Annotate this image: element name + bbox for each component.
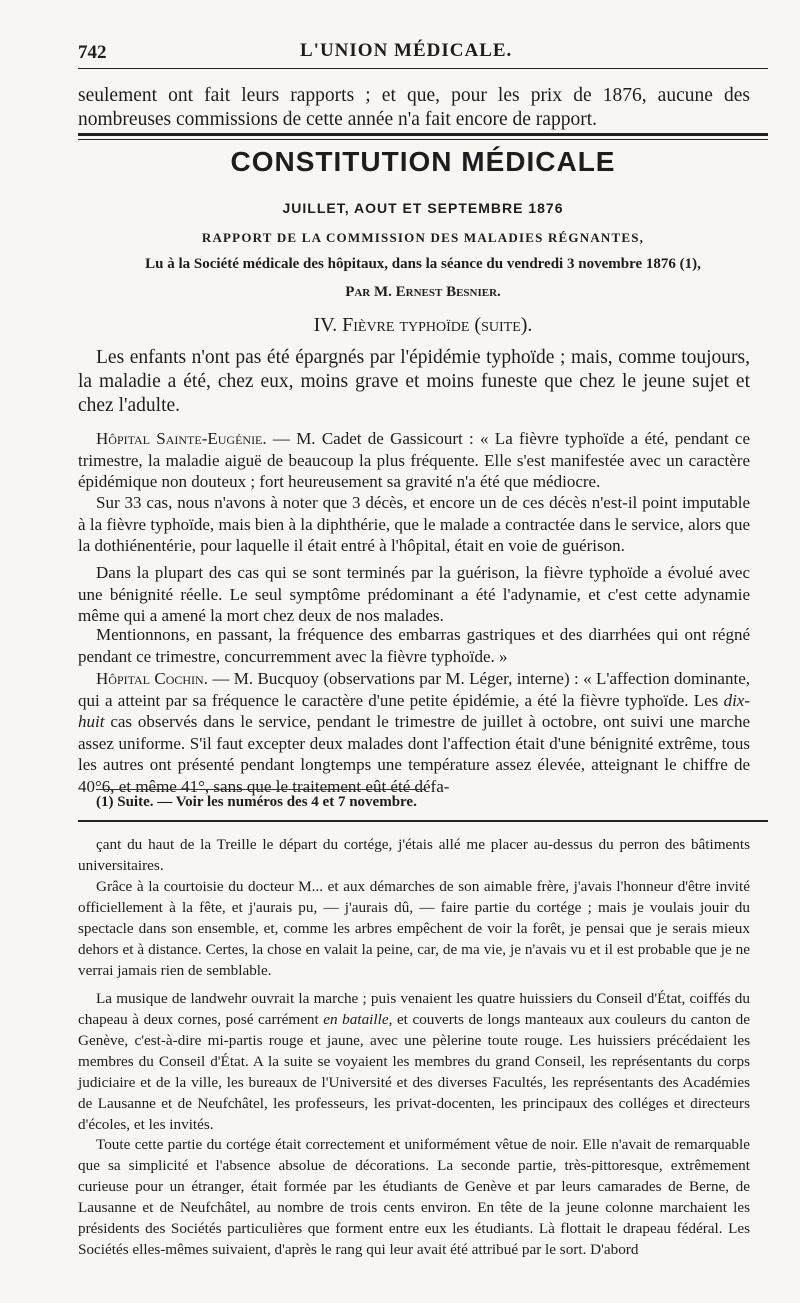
lead-paragraph: Les enfants n'ont pas été épargnés par l'épidémie typhoïde ; mais, comme toujours, la maladie a été, chez eux, moins grave et moins funeste que chez le jeune sujet et chez l'adulte. [78, 347, 750, 416]
section-rule-bottom [78, 139, 768, 140]
paragraph-mention: Mentionnons, en passant, la fréquence des embarras gastriques et des diarrhées qui ont régné pendant ce trimestre, concurremment avec la fièvre typhoïde. » [78, 625, 750, 666]
article-dates: JUILLET, AOUT ET SEPTEMBRE 1876 [282, 200, 564, 216]
footnote: (1) Suite. — Voir les numéros des 4 et 7 novembre. [96, 794, 417, 810]
paragraph-sainte-eugenie: Hôpital Sainte-Eugénie. — M. Cadet de Gassicourt : « La fièvre typhoïde a été, pendant ce trimestre, la maladie aiguë de beaucoup la plus fréquente. Elle s'est manifestée avec un caractère épidémique non douteux ; fort heureusement sa gravité n'a été que médiocre. [78, 429, 750, 491]
feuilleton-rule [78, 820, 768, 822]
paragraph-benignity: Dans la plupart des cas qui se sont terminés par la guérison, la fièvre typhoïde a évolué avec une bénignité réelle. Le seul symptôme prédominant a été l'adynamie, et c'est cette adynamie même qui a amené la mort chez deux de nos malades. [78, 563, 750, 625]
header-rule [78, 68, 768, 69]
footnote-rule [96, 789, 426, 790]
running-header [78, 34, 718, 64]
section-heading: IV. Fièvre typhoïde (suite). [313, 314, 533, 336]
hospital-name: Hôpital Cochin. [96, 669, 208, 688]
report-title: RAPPORT DE LA COMMISSION DES MALADIES RÉGNANTES, [201, 230, 645, 245]
intro-paragraph: seulement ont fait leurs rapports ; et que, pour les prix de 1876, aucune des nombreuses commissions de cette année n'a fait encore de rapport. [78, 85, 750, 130]
paragraph-cochin: Hôpital Cochin. — M. Bucquoy (observations par M. Léger, interne) : « L'affection dominante, qui a atteint par sa fréquence le caractère d'une petite épidémie, a été la fièvre typhoïde. Les dix-huit cas observés dans le service, pendant le trimestre de juillet à octobre, ont suivi une marche assez uniforme. S'il faut excepter deux malades dont l'affection était d'une bénignité extrême, tous les autres ont présenté pendant longtemps une température assez élevée, atteignant le chiffre de 40°6, et même 41°, sans que le traitement eût été défa- [78, 669, 750, 796]
author-line: Par M. Ernest Besnier. [345, 284, 501, 300]
read-at-line: Lu à la Société médicale des hôpitaux, dans la séance du vendredi 3 novembre 1876 (1), [145, 256, 701, 272]
page-number: 742 [78, 42, 107, 63]
article-title: CONSTITUTION MÉDICALE [230, 146, 616, 177]
feuilleton-paragraph: çant du haut de la Treille le départ du cortége, j'étais allé me placer au-dessus du perron des bâtiments universitaires. [78, 836, 750, 874]
feuilleton-paragraph: La musique de landwehr ouvrait la marche ; puis venaient les quatre huissiers du Conseil d'État, coiffés du chapeau à deux cornes, posé carrément en bataille, et couverts de longs manteaux aux couleurs du canton de Genève, c'est-à-dire mi-partis rouge et jaune, avec une pèlerine toute rouge. Les huissiers précédaient les membres du Conseil d'État. A la suite se voyaient les membres du grand Conseil, les représentants du corps judiciaire et de la ville, les bureaux de l'Université et des diverses Facultés, les représentants des Académies de Lausanne et de Neufchâtel, les professeurs, les privat-docenten, les principaux des colléges et directeurs d'écoles, et les invités. [78, 990, 750, 1133]
section-rule-top [78, 133, 768, 136]
feuilleton-paragraph: Grâce à la courtoisie du docteur M... et aux démarches de son aimable frère, j'avais l'honneur d'être invité officiellement à la fête, et j'aurais pu, — j'aurais dû, — faire partie du cortége ; mais je voulais jouir du spectacle dans son ensemble, et, comme les arbres empêchent de voir la forêt, je pensai que je serais mieux dehors et à distance. Certes, la chose en valait la peine, car, de ma vie, je n'avais vu et il est probable que je ne verrai jamais rien de semblable. [78, 878, 750, 979]
journal-title: L'UNION MÉDICALE. [300, 40, 513, 61]
paragraph-cases: Sur 33 cas, nous n'avons à noter que 3 décès, et encore un de ces décès n'est-il point imputable à la fièvre typhoïde, mais bien à la diphthérie, que le malade a contractée dans le service, alors que la dothiénentérie, pour laquelle il était entré à l'hôpital, était en voie de guérison. [78, 493, 750, 555]
hospital-name: Hôpital Sainte-Eugénie. [96, 429, 267, 448]
feuilleton-paragraph: Toute cette partie du cortége était correctement et uniformément vêtue de noir. Elle n'avait de remarquable que sa simplicité et l'absence absolue de décorations. La seconde partie, très-pittoresque, extrêmement curieuse pour un étranger, était formée par les étudiants de Genève et par leurs camarades de Berne, de Lausanne et de Neufchâtel, au nombre de trois cents environ. En tête de la jeune colonne marchaient les présidents des Sociétés particulières que forment entre eux les étudiants. Là flottait le drapeau fédéral. Les Sociétés elles-mêmes suivaient, d'après le rang qui leur avait été attribué par le sort. D'abord [78, 1136, 750, 1258]
